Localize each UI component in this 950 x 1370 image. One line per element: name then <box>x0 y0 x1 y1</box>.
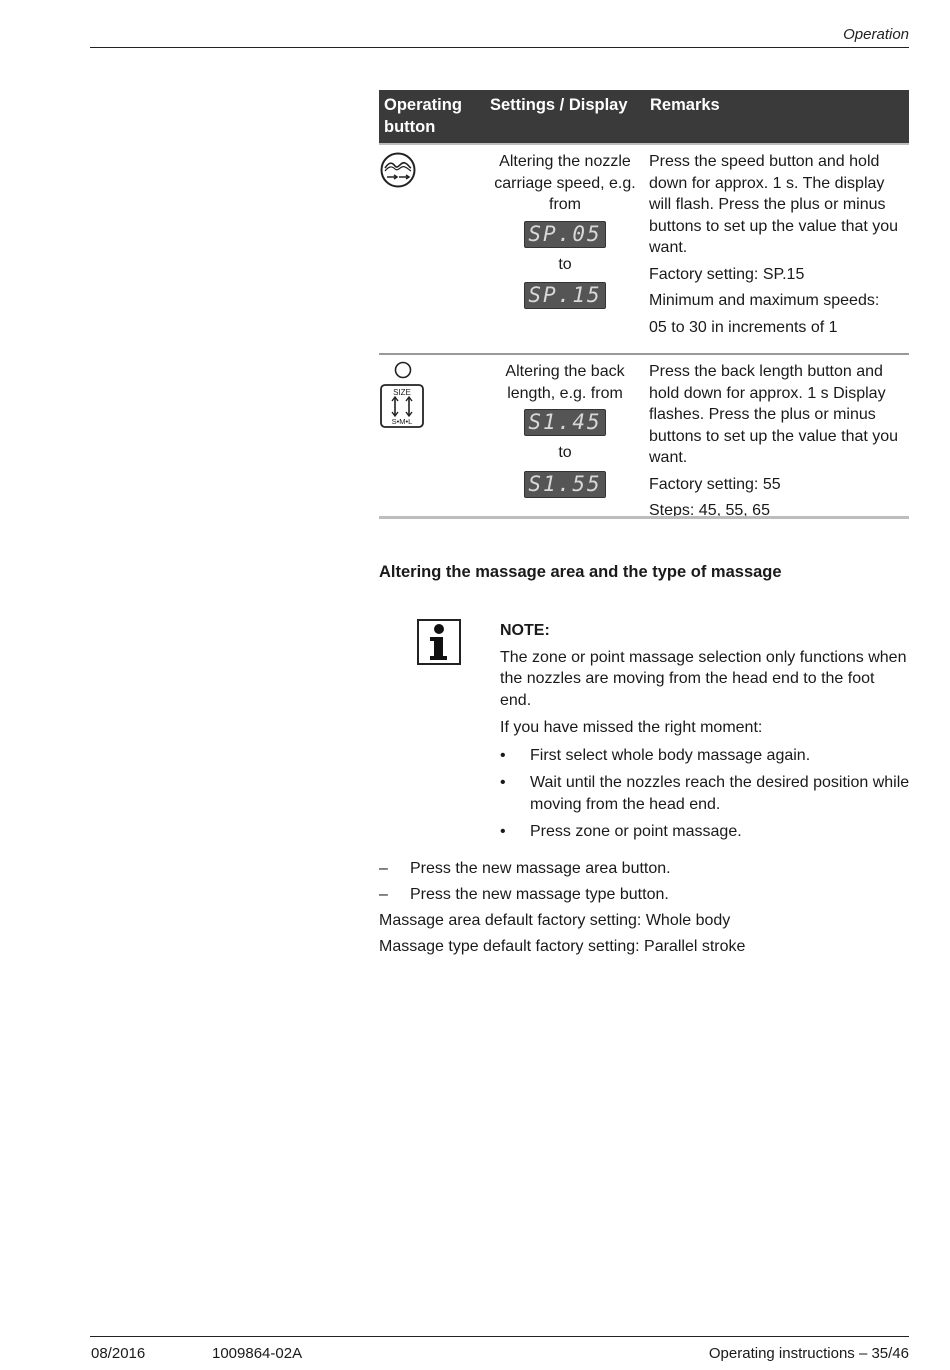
default-setting-text: Massage area default factory setting: Whole body <box>379 912 731 929</box>
note-title: NOTE: <box>500 622 550 639</box>
list-item-text: Press zone or point massage. <box>530 823 742 840</box>
note-text: The zone or point massage selection only functions when the nozzles are moving from the head end to the foot end. <box>500 648 907 709</box>
settings-text: Altering the nozzle carriage speed, e.g. from <box>494 153 636 213</box>
display-value-to: SP.15 <box>524 282 606 309</box>
dash-icon: – <box>379 886 388 903</box>
bullet-icon: • <box>500 774 506 791</box>
remarks-cell <box>645 354 909 559</box>
table-row <box>379 144 909 354</box>
steps-block <box>379 858 909 962</box>
default-setting-text: Massage type default factory setting: Parallel stroke <box>379 938 746 955</box>
display-value-from: SP.05 <box>524 221 606 248</box>
footer-page-info: Operating instructions – 35/46 <box>708 1345 909 1362</box>
note-subtext: If you have missed the right moment: <box>500 719 763 736</box>
column-header-remarks: Remarks <box>645 90 909 144</box>
remark-text: Press the back length button and hold down for approx. 1 s Display flashes. Press the plus or minus buttons to set up the value that you want. <box>649 363 899 466</box>
list-item <box>500 821 910 843</box>
operation-table <box>379 90 909 559</box>
section-heading: Altering the massage area and the type of massage <box>379 563 782 581</box>
table-bottom-rule <box>379 516 909 519</box>
list-item-text: First select whole body massage again. <box>530 746 811 764</box>
info-icon <box>417 619 461 665</box>
note-bullet-list <box>500 745 910 843</box>
operating-button-cell <box>379 354 485 559</box>
remarks-cell <box>645 144 909 354</box>
to-word: to <box>558 255 572 273</box>
remark-text: Minimum and maximum speeds: <box>649 292 880 309</box>
footer-rule <box>90 1336 909 1337</box>
step-text: Press the new massage type button. <box>410 886 669 903</box>
remark-text: Factory setting: 55 <box>649 475 781 493</box>
operating-button-cell <box>379 144 485 354</box>
section-label: Operation <box>843 26 909 43</box>
display-value-to: S1.55 <box>524 471 606 498</box>
column-header-settings-display: Settings / Display <box>485 90 645 144</box>
remark-text: Factory setting: SP.15 <box>649 265 805 283</box>
settings-cell <box>485 354 645 559</box>
list-item <box>500 745 910 767</box>
sml-label: S•M•L <box>391 417 413 426</box>
footer-date: 08/2016 <box>91 1345 146 1362</box>
settings-cell <box>485 144 645 354</box>
settings-text: Altering the back length, e.g. from <box>505 363 625 402</box>
header-rule <box>90 47 909 48</box>
size-sml-icon <box>379 361 427 433</box>
size-label: SIZE <box>393 388 411 397</box>
display-value-from: S1.45 <box>524 409 606 436</box>
list-item-text: Wait until the nozzles reach the desired position while moving from the head end. <box>530 774 910 813</box>
step-text: Press the new massage area button. <box>410 860 671 877</box>
list-item <box>500 772 910 815</box>
dash-icon: – <box>379 860 388 877</box>
speed-wave-icon <box>379 151 417 189</box>
remark-text: Steps: 45, 55, 65 <box>649 502 770 519</box>
remark-text: 05 to 30 in increments of 1 <box>649 318 838 336</box>
bullet-icon: • <box>500 746 506 764</box>
table-row <box>379 354 909 559</box>
column-header-operating-button: Operating button <box>379 90 485 144</box>
to-word: to <box>558 444 572 461</box>
table-header-row <box>379 90 909 144</box>
step-item <box>379 884 909 906</box>
step-item <box>379 858 909 880</box>
bullet-icon: • <box>500 823 506 840</box>
footer-doc-number: 1009864-02A <box>212 1345 303 1362</box>
remark-text: Press the speed button and hold down for approx. 1 s. The display will flash. Press the plus or minus buttons to set up the value that you want. <box>649 153 899 256</box>
note-block <box>500 620 910 849</box>
